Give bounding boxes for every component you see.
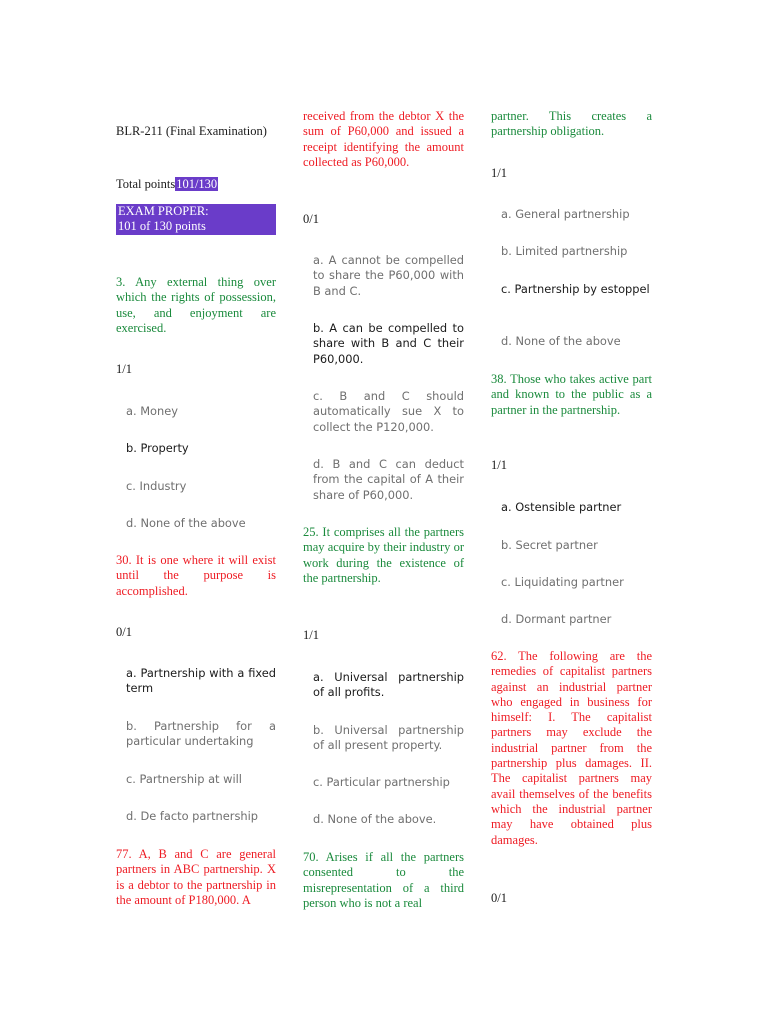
question-30-option-d: d. De facto partnership [126, 809, 258, 823]
question-70-option-b: b. Limited partnership [501, 244, 628, 258]
question-38-text: 38. Those who takes active part and known to the public as a partner in the partnership. [491, 372, 652, 417]
question-77-option-a: a. A cannot be compelled to share the P60,000 with B and C. [313, 253, 464, 298]
question-77-text-part1: 77. A, B and C are general partners in ABC partnership. X is a debtor to the partnership in the amount of P180,000. A [116, 847, 276, 907]
question-3-score: 1/1 [116, 362, 132, 376]
question-3-option-a: a. Money [126, 404, 178, 418]
question-3-option-d: d. None of the above [126, 516, 246, 530]
question-25-score: 1/1 [303, 628, 319, 642]
question-38-option-b: b. Secret partner [501, 538, 598, 552]
question-25-option-a: a. Universal partnership of all profits. [313, 670, 464, 700]
question-70-option-a: a. General partnership [501, 207, 630, 221]
question-25-text: 25. It comprises all the partners may acquire by their industry or work during the existence of the partnership. [303, 525, 464, 585]
question-62-text: 62. The following are the remedies of capitalist partners against an industrial partner who engaged in business for himself: I. The capitalist partners may exclude the industrial partner from the partnership plus damages. II. The capitalist partners may avail themselves of the benefits which the industrial partner may have obtained plus damages. [491, 649, 652, 847]
question-3-option-c: c. Industry [126, 479, 187, 493]
exam-proper-title: EXAM PROPER: [118, 204, 209, 218]
question-70-text-part2: partner. This creates a partnership obligation. [491, 109, 652, 139]
question-70-text-part1: 70. Arises if all the partners consented to the misrepresentation of a third person who is not a real [303, 850, 464, 910]
total-points-label: Total points [116, 177, 176, 191]
question-77-option-d: d. B and C can deduct from the capital of A their share of P60,000. [313, 457, 464, 502]
exam-title: BLR-211 (Final Examination) [116, 124, 267, 138]
question-30-score: 0/1 [116, 625, 132, 639]
question-30-option-b: b. Partnership for a particular undertaking [126, 719, 276, 749]
total-points-value: 101/130 [176, 177, 218, 191]
question-25-option-b: b. Universal partnership of all present property. [313, 723, 464, 753]
question-77-option-b: b. A can be compelled to share with B and C their P60,000. [313, 321, 464, 366]
total-points [116, 177, 276, 192]
question-77-score: 0/1 [303, 212, 319, 226]
question-38-option-a: a. Ostensible partner [501, 500, 622, 514]
question-38-option-d: d. Dormant partner [501, 612, 612, 626]
exam-proper-score: 101 of 130 points [118, 219, 206, 233]
question-3-option-b: b. Property [126, 441, 189, 455]
question-70-score: 1/1 [491, 166, 507, 180]
exam-proper-banner [116, 204, 276, 235]
question-30-option-c: c. Partnership at will [126, 772, 242, 786]
question-62-score: 0/1 [491, 891, 507, 905]
question-77-text-part2: received from the debtor X the sum of P60,000 and issued a receipt identifying the amount collected as P60,000. [303, 109, 464, 169]
question-70-option-c: c. Partnership by estoppel [501, 282, 650, 296]
question-30-text: 30. It is one where it will exist until the purpose is accomplished. [116, 553, 276, 598]
question-77-option-c: c. B and C should automatically sue X to collect the P120,000. [313, 389, 464, 434]
question-30-option-a: a. Partnership with a fixed term [126, 666, 276, 696]
question-25-option-d: d. None of the above. [313, 812, 437, 826]
question-70-option-d: d. None of the above [501, 334, 621, 348]
question-38-option-c: c. Liquidating partner [501, 575, 624, 589]
question-3-text: 3. Any external thing over which the rights of possession, use, and enjoyment are exercised. [116, 275, 276, 335]
question-38-score: 1/1 [491, 458, 507, 472]
question-25-option-c: c. Particular partnership [313, 775, 450, 789]
